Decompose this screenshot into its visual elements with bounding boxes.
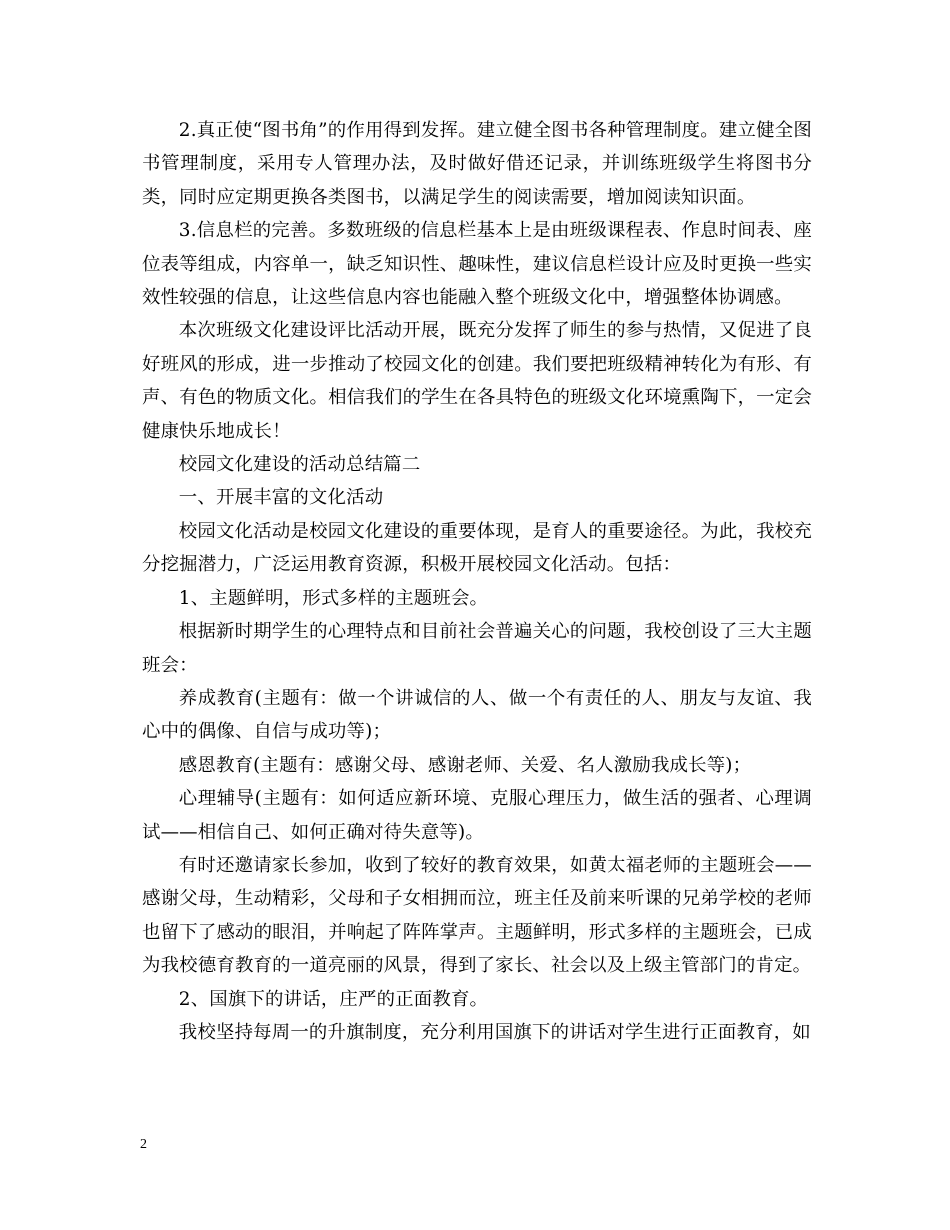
paragraph-book-corner: 2.真正使“图书角”的作用得到发挥。建立健全图书各种管理制度。建立健全图书管理制度，采用专人管理办法，及时做好借还记录，并训练班级学生将图书分类，同时应定期更换各类图书，以满足学生的阅读需要，增加阅读知识面。 bbox=[142, 120, 812, 208]
paragraph-activity-summary: 本次班级文化建设评比活动开展，既充分发挥了师生的参与热情，又促进了良好班风的形成，进一步推动了校园文化的创建。我们要把班级精神转化为有形、有声、有色的物质文化。相信我们的学生在各具特色的班级文化环境熏陶下，一定会健康快乐地成长！ bbox=[142, 320, 812, 442]
paragraph-three-themes: 根据新时期学生的心理特点和目前社会普遍关心的问题，我校创设了三大主题班会： bbox=[142, 621, 812, 676]
paragraph-counseling: 心理辅导(主题有：如何适应新环境、克服心理压力，做生活的强者、心理调试——相信自己、如何正确对待失意等)。 bbox=[142, 788, 812, 843]
paragraph-parent-participation: 有时还邀请家长参加，收到了较好的教育效果，如黄太福老师的主题班会——感谢父母，生动精彩，父母和子女相拥而泣，班主任及前来听课的兄弟学校的老师也留下了感动的眼泪，并响起了阵阵掌声。主题鲜明，形式多样的主题班会，已成为我校德育教育的一道亮丽的风景，得到了家长、社会以及上级主管部门的肯定。 bbox=[142, 854, 812, 977]
section-heading: 一、开展丰富的文化活动 bbox=[178, 487, 384, 509]
paragraph-info-board: 3.信息栏的完善。多数班级的信息栏基本上是由班级课程表、作息时间表、座位表等组成，内容单一，缺乏知识性、趣味性，建议信息栏设计应及时更换一些实效性较强的信息，让这些信息内容也能融入整个班级文化中，增强整体协调感。 bbox=[142, 220, 812, 309]
paragraph-gratitude-education: 感恩教育(主题有：感谢父母、感谢老师、关爱、名人激励我成长等)； bbox=[178, 754, 752, 776]
document-body bbox=[142, 114, 812, 1049]
page-number: 2 bbox=[140, 1137, 147, 1152]
subheading-class-meetings: 1、主题鲜明，形式多样的主题班会。 bbox=[178, 587, 489, 609]
section-title: 校园文化建设的活动总结篇二 bbox=[178, 454, 421, 476]
subheading-flag-speech: 2、国旗下的讲话，庄严的正面教育。 bbox=[178, 988, 489, 1010]
paragraph-habit-education: 养成教育(主题有：做一个讲诚信的人、做一个有责任的人、朋友与友谊、我心中的偶像、自信与成功等)； bbox=[142, 687, 812, 743]
paragraph-flag-ceremony: 我校坚持每周一的升旗制度，充分利用国旗下的讲话对学生进行正面教育，如 bbox=[178, 1021, 811, 1043]
paragraph-culture-activities: 校园文化活动是校园文化建设的重要体现，是育人的重要途径。为此，我校充分挖掘潜力，广泛运用教育资源，积极开展校园文化活动。包括： bbox=[142, 520, 812, 576]
